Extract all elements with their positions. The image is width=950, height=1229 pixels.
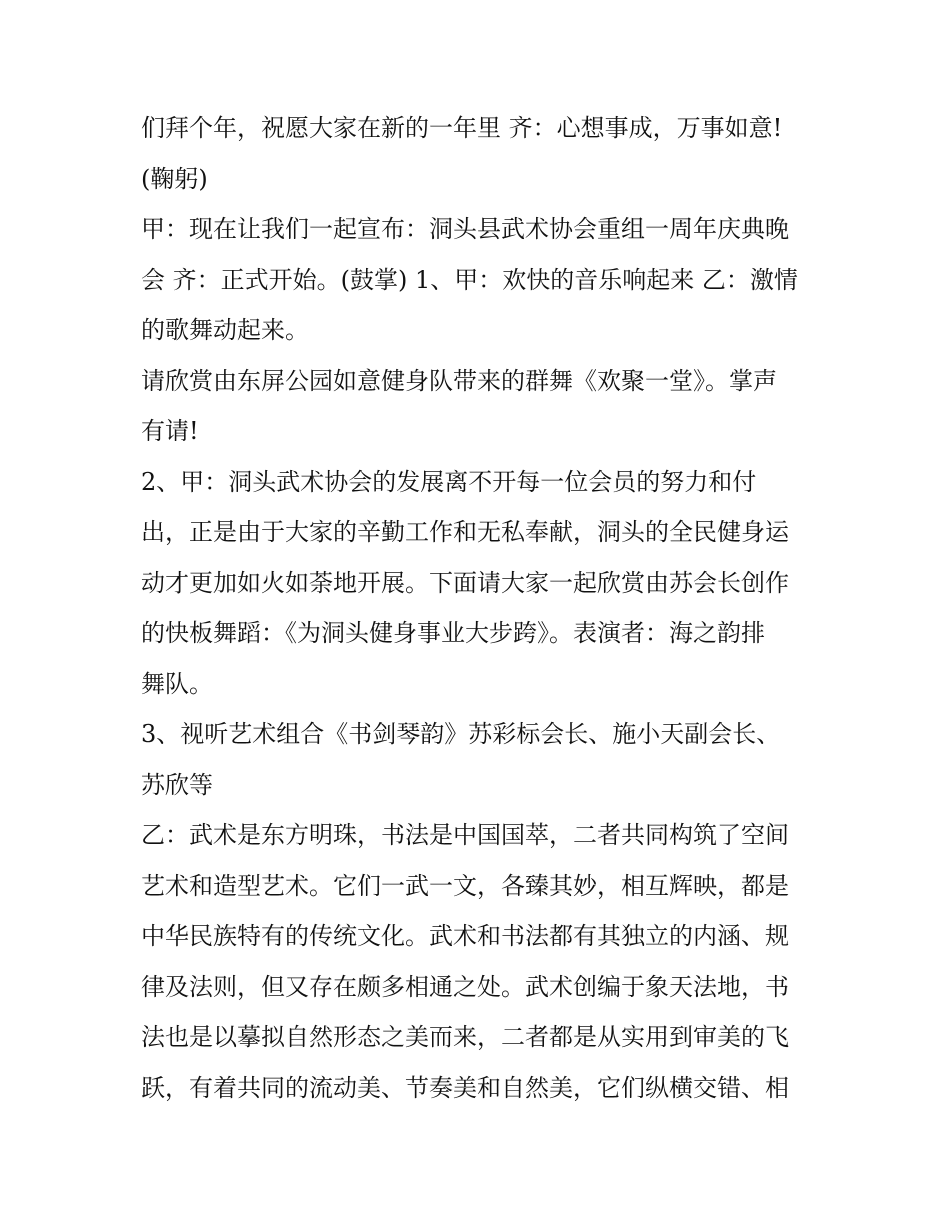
text-line: 乙：武术是东方明珠，书法是中国国萃，二者共同构筑了空间 — [141, 821, 789, 849]
text-line: 们拜个年，祝愿大家在新的一年里 齐：心想事成，万事如意! — [141, 114, 783, 142]
text-line: 的快板舞蹈：《为洞头健身事业大步跨》。表演者：海之韵排 — [141, 619, 765, 647]
text-line: 2、甲：洞头武术协会的发展离不开每一位会员的努力和付 — [141, 467, 757, 496]
text-line: (鞠躬) — [141, 164, 208, 193]
text-line: 跃，有着共同的流动美、节奏美和自然美，它们纵横交错、相 — [141, 1073, 789, 1102]
text-line: 3、视听艺术组合《书剑琴韵》苏彩标会长、施小天副会长、 — [141, 720, 781, 748]
text-line: 请欣赏由东屏公园如意健身队带来的群舞《欢聚一堂》。掌声 — [141, 366, 777, 395]
document-body — [141, 103, 811, 1113]
text-line: 甲：现在让我们一起宣布：洞头县武术协会重组一周年庆典晚 — [141, 215, 789, 243]
text-line: 艺术和造型艺术。它们一武一文，各臻其妙，相互辉映，都是 — [141, 871, 789, 900]
text-line: 有请! — [141, 417, 199, 445]
text-line: 动才更加如火如荼地开展。下面请大家一起欣赏由苏会长创作 — [141, 568, 789, 597]
text-line: 律及法则，但又存在颇多相通之处。武术创编于象天法地，书 — [141, 972, 789, 1001]
text-line: 会 齐：正式开始。(鼓掌) 1、甲：欢快的音乐响起来 乙：激情 — [141, 265, 798, 294]
text-line: 苏欣等 — [141, 770, 213, 799]
text-line: 中华民族特有的传统文化。武术和书法都有其独立的内涵、规 — [141, 922, 789, 950]
text-line: 的歌舞动起来。 — [141, 316, 309, 344]
text-line: 出，正是由于大家的辛勤工作和无私奉献，洞头的全民健身运 — [141, 518, 789, 546]
text-line: 法也是以摹拟自然形态之美而来，二者都是从实用到审美的飞 — [141, 1023, 789, 1051]
text-line: 舞队。 — [141, 669, 213, 698]
